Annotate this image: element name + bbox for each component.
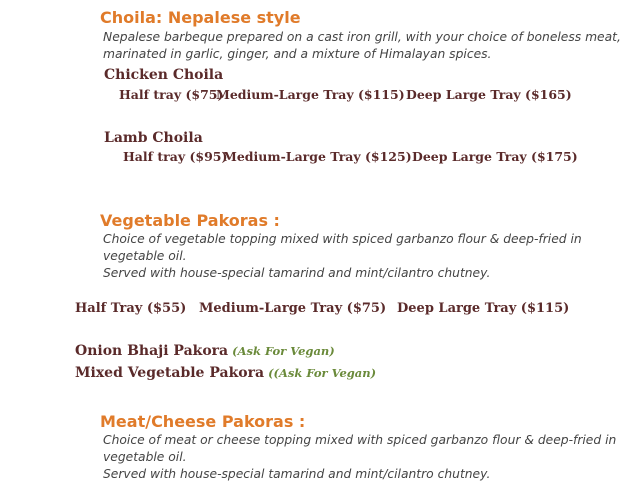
chicken-choila-deep-tray-price: Deep Large Tray ($165): [406, 87, 572, 102]
lamb-choila-deep-tray-price: Deep Large Tray ($175): [412, 149, 578, 164]
mixed-vegetable-vegan-note: ((Ask For Vegan): [268, 366, 377, 380]
chicken-choila-medium-tray-price: Medium-Large Tray ($115): [216, 87, 405, 102]
meat-cheese-pakoras-description-line-1: Choice of meat or cheese topping mixed with spiced garbanzo flour & deep-fried in: [103, 433, 617, 447]
onion-bhaji-pakora-name: Onion Bhaji Pakora: [75, 343, 229, 359]
chicken-choila-name: Chicken Choila: [104, 67, 224, 83]
choila-description-line-2: marinated in garlic, ginger, and a mixture of Himalayan spices.: [103, 47, 492, 61]
vegetable-pakoras-description-line-3: Served with house-special tamarind and mint/cilantro chutney.: [103, 266, 491, 280]
vegetable-pakoras-description-line-1: Choice of vegetable topping mixed with spiced garbanzo flour & deep-fried in: [103, 232, 582, 246]
lamb-choila-medium-tray-price: Medium-Large Tray ($125): [223, 149, 412, 164]
meat-cheese-pakoras-description-line-2: vegetable oil.: [103, 450, 187, 464]
meat-cheese-pakoras-heading: Meat/Cheese Pakoras :: [100, 412, 306, 431]
vegetable-pakoras-deep-tray-price: Deep Large Tray ($115): [397, 301, 570, 316]
choila-heading: Choila: Nepalese style: [100, 8, 301, 27]
mixed-vegetable-pakora-name: Mixed Vegetable Pakora: [75, 365, 265, 381]
onion-bhaji-vegan-note: (Ask For Vegan): [232, 344, 335, 358]
vegetable-pakoras-medium-tray-price: Medium-Large Tray ($75): [199, 301, 387, 316]
mixed-vegetable-pakora-item: [75, 364, 376, 382]
lamb-choila-name: Lamb Choila: [104, 130, 203, 146]
chicken-choila-half-tray-price: Half tray ($75): [119, 87, 224, 102]
vegetable-pakoras-description-line-2: vegetable oil.: [103, 249, 187, 263]
choila-description-line-1: Nepalese barbeque prepared on a cast iron grill, with your choice of boneless meat,: [103, 30, 621, 44]
onion-bhaji-pakora-item: [75, 342, 335, 360]
vegetable-pakoras-half-tray-price: Half Tray ($55): [75, 301, 187, 316]
vegetable-pakoras-heading: Vegetable Pakoras :: [100, 211, 280, 230]
lamb-choila-half-tray-price: Half tray ($95): [123, 149, 228, 164]
meat-cheese-pakoras-description-line-3: Served with house-special tamarind and mint/cilantro chutney.: [103, 467, 491, 481]
